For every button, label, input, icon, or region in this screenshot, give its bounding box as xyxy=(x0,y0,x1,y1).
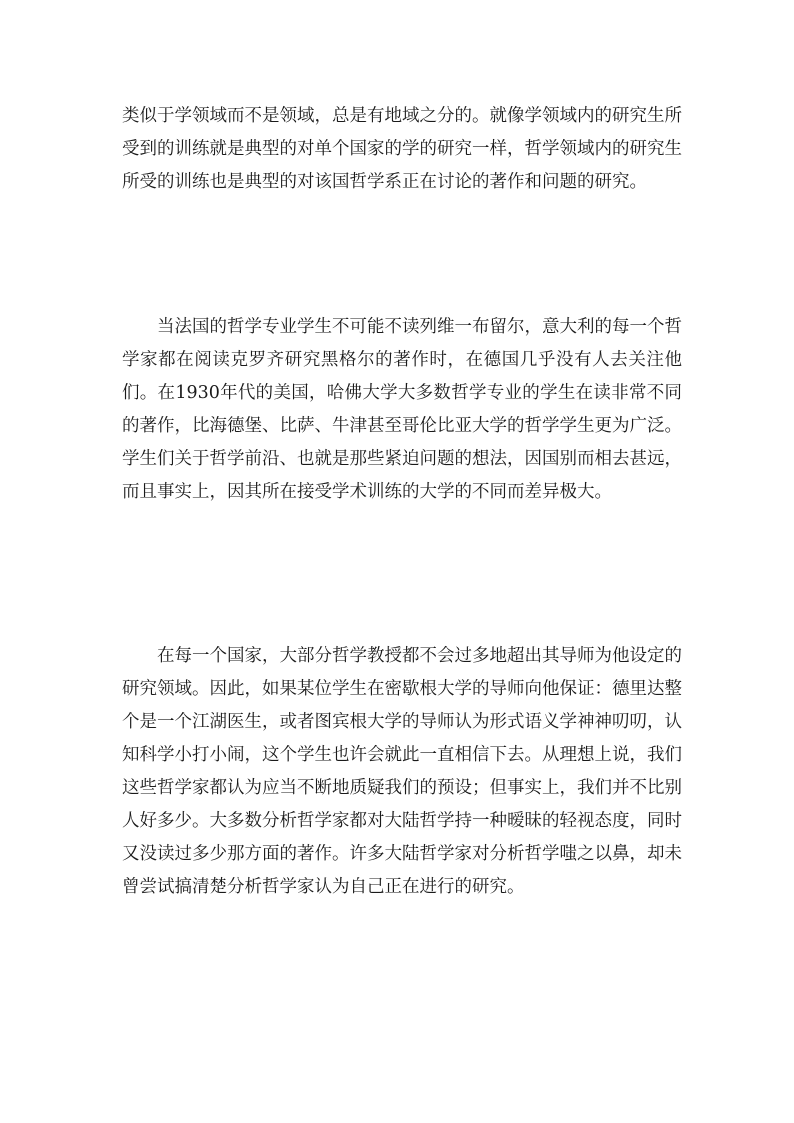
paragraph-1: 类似于学领域而不是领域，总是有地域之分的。就像学领域内的研究生所受到的训练就是典型的对单个国家的学的研究一样，哲学领域内的研究生所受的训练也是典型的对该国哲学系正在讨论的著作和问题的研究。 xyxy=(122,106,682,192)
paragraph-3: 在每一个国家，大部分哲学教授都不会过多地超出其导师为他设定的研究领域。因此，如果某位学生在密歇根大学的导师向他保证：德里达整个是一个江湖医生，或者图宾根大学的导师认为形式语义学神神叨叨，认知科学小打小闹，这个学生也许会就此一直相信下去。从理想上说，我们这些哲学家都认为应当不断地质疑我们的预设；但事实上，我们并不比别人好多少。大多数分析哲学家都对大陆哲学持一种暧昧的轻视态度，同时又没读过多少那方面的著作。许多大陆哲学家对分析哲学嗤之以鼻，却未曾尝试搞清楚分析哲学家认为自己正在进行的研究。 xyxy=(122,646,682,897)
paragraph-2: 当法国的哲学专业学生不可能不读列维一布留尔，意大利的每一个哲学家都在阅读克罗齐研究黑格尔的著作时，在德国几乎没有人去关注他们。在1930年代的美国，哈佛大学大多数哲学专业的学生在读非常不同的著作，比海德堡、比萨、牛津甚至哥伦比亚大学的哲学学生更为广泛。学生们关于哲学前沿、也就是那些紧迫问题的想法，因国别而相去甚远，而且事实上，因其所在接受学术训练的大学的不同而差异极大。 xyxy=(122,317,682,502)
